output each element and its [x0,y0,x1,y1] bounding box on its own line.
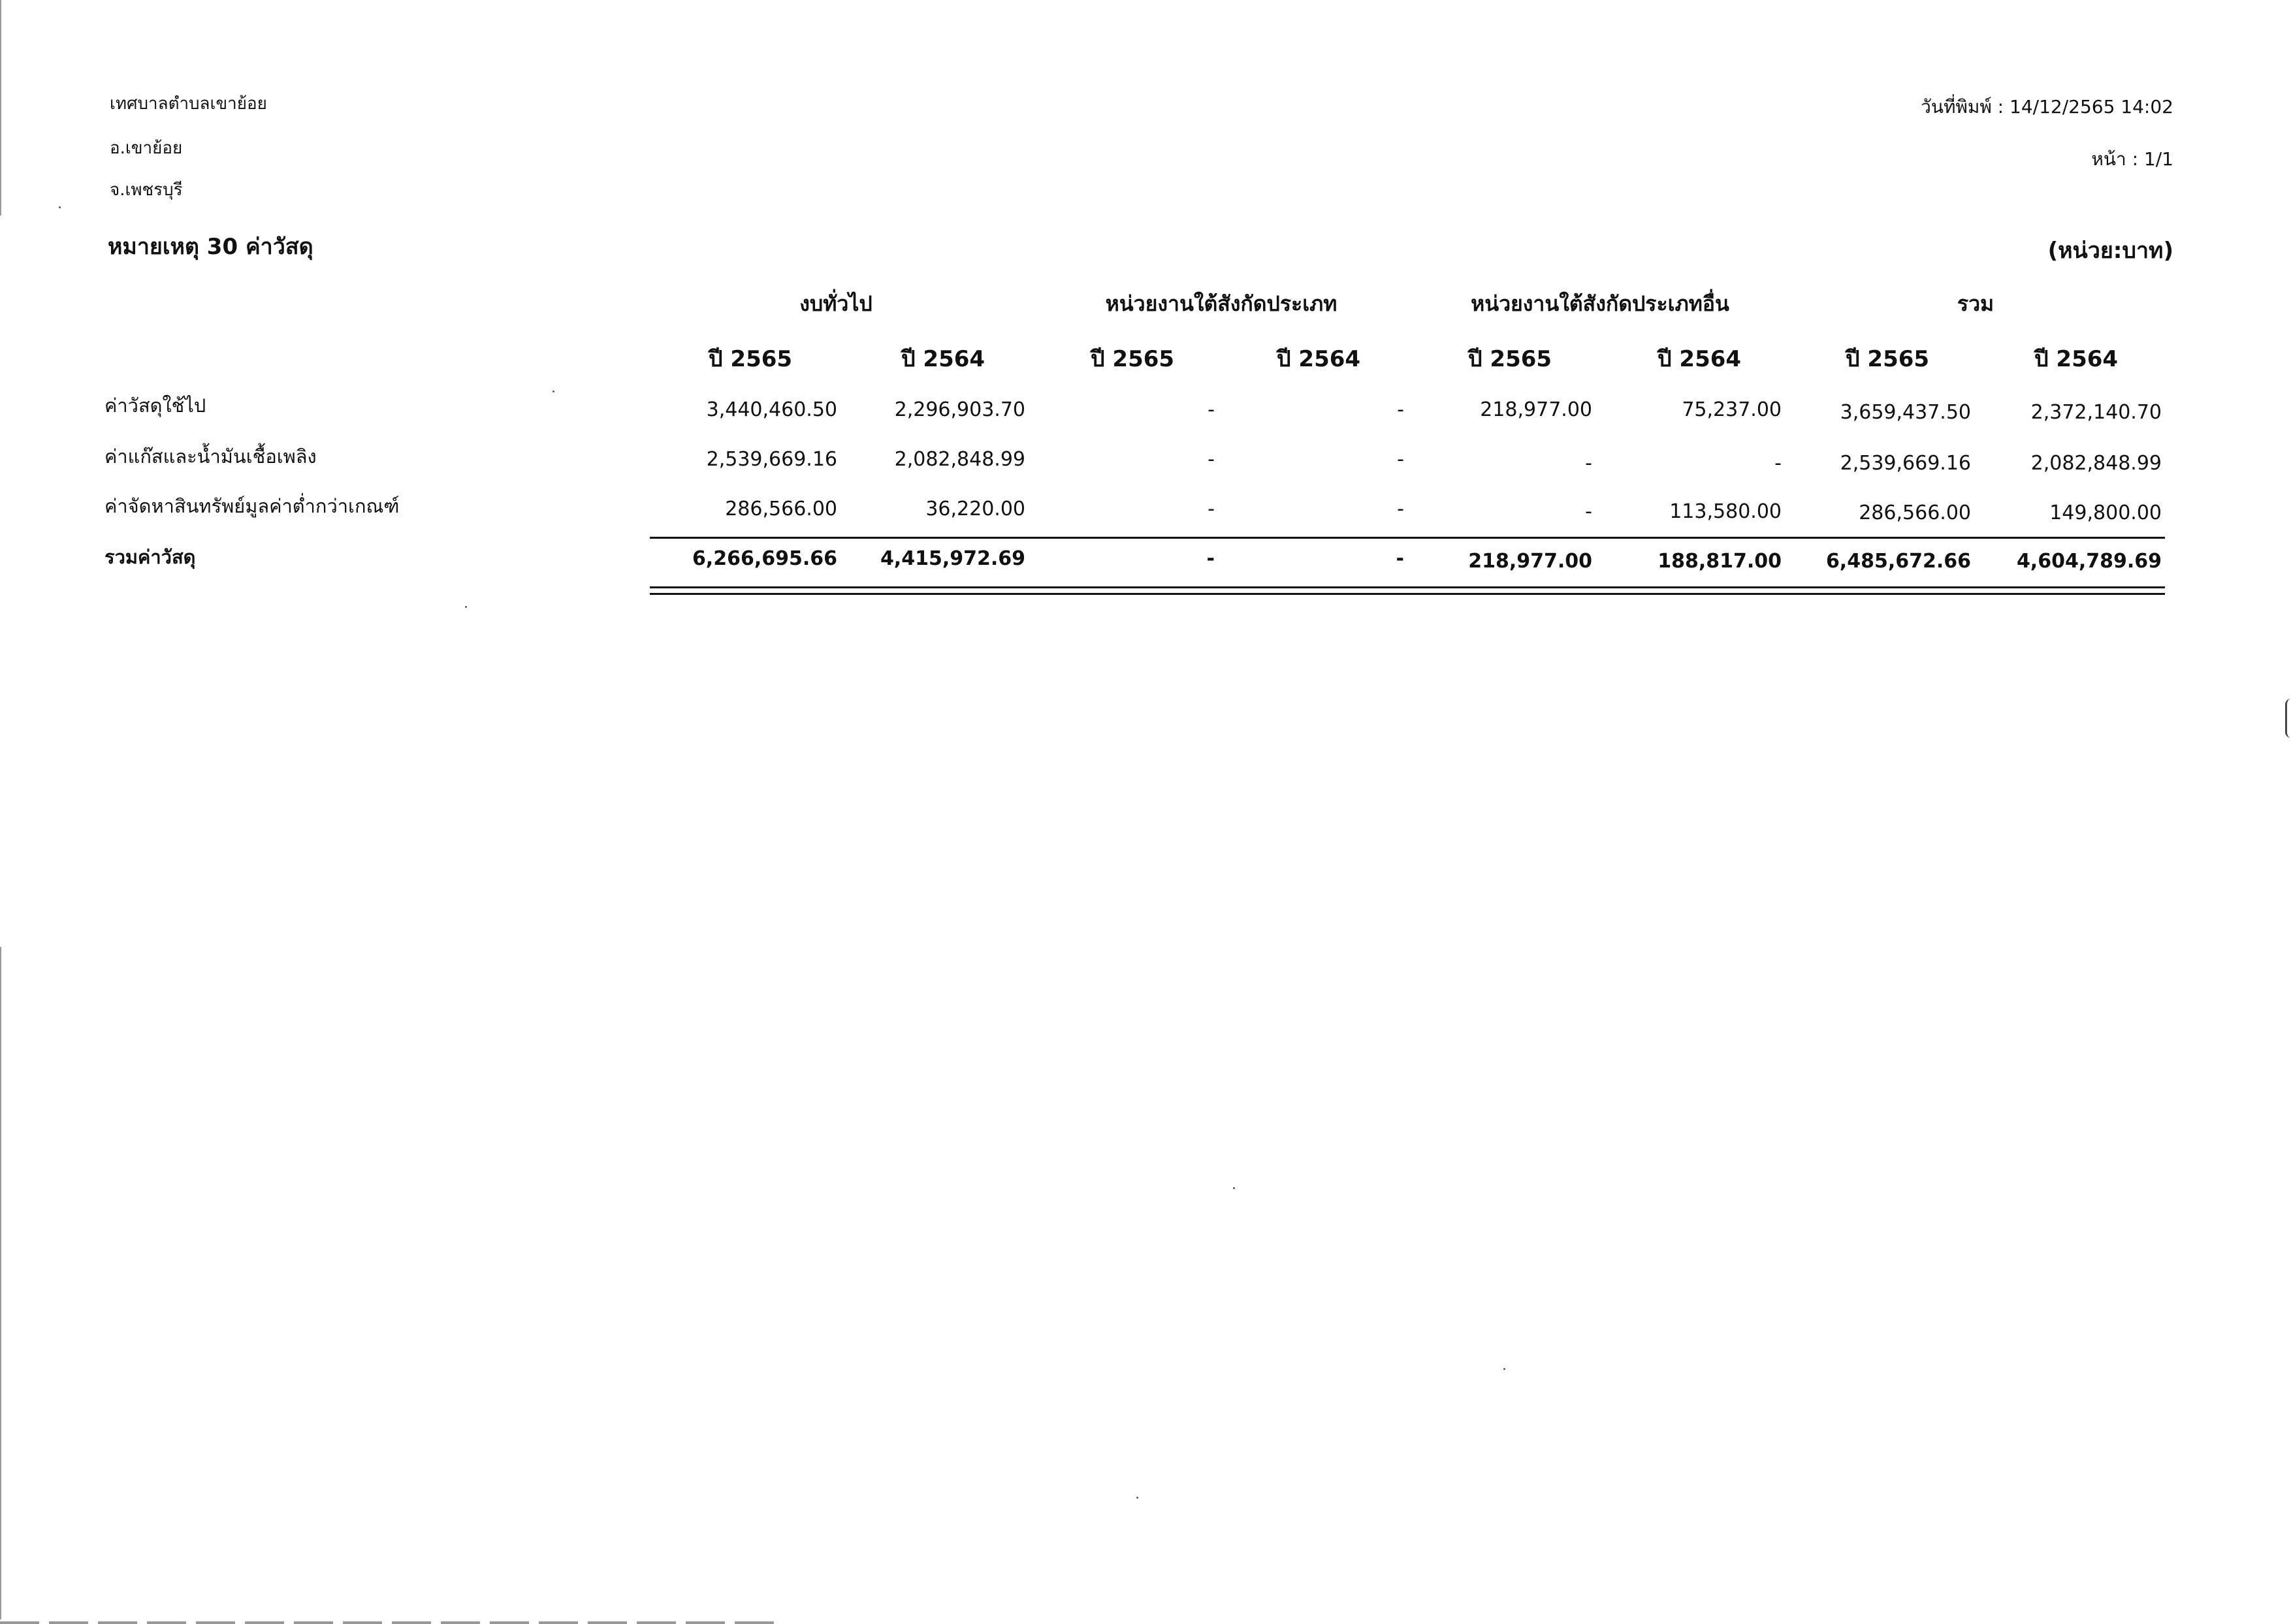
table-cell: 75,237.00 [1682,398,1782,421]
table-cell: 286,566.00 [725,498,837,520]
year-header: ปี 2564 [1658,346,1742,372]
total-cell: 6,266,695.66 [692,547,837,570]
table-cell: 3,440,460.50 [706,398,837,421]
total-cell: - [1206,547,1215,570]
table-cell: 286,566.00 [1859,502,1971,524]
table-cell: 2,372,140.70 [2030,401,2162,424]
table-cell: 2,082,848.99 [894,448,1025,471]
total-cell: 6,485,672.66 [1825,550,1971,573]
table-cell: 2,539,669.16 [706,448,837,471]
year-header: ปี 2564 [2034,346,2119,372]
table-cell: 3,659,437.50 [1840,401,1971,424]
total-cell: 4,415,972.69 [880,547,1025,570]
table-cell: 149,800.00 [2049,502,2162,524]
year-header: ปี 2565 [1091,346,1175,372]
year-header: ปี 2565 [709,346,793,372]
row-label-materials-used: ค่าวัสดุใช้ไป [104,394,206,417]
table-cell: - [1585,500,1592,523]
page-number: หน้า : 1/1 [2091,148,2173,170]
scan-speck [1503,1368,1505,1370]
district-name: อ.เขาย้อย [110,138,183,158]
total-double-rule-top [650,586,2165,588]
table-cell: 218,977.00 [1480,398,1592,421]
print-date: วันที่พิมพ์ : 14/12/2565 14:02 [1921,96,2173,118]
table-cell: - [1585,452,1592,475]
scan-margin-line [0,0,1,215]
total-cell: 188,817.00 [1658,550,1782,573]
total-cell: - [1396,547,1404,570]
scan-edge-mark [2285,699,2291,738]
year-header: ปี 2564 [901,346,985,372]
group-header-sub-unit-other: หน่วยงานใต้สังกัดประเภทอื่น [1471,291,1729,316]
unit-label: (หน่วย:บาท) [2047,238,2173,264]
table-cell: 2,539,669.16 [1840,452,1971,475]
total-cell: 218,977.00 [1468,550,1592,573]
scan-bottom-edge [0,1621,784,1624]
group-header-total: รวม [1957,291,1995,316]
total-cell: 4,604,789.69 [2016,550,2162,573]
table-cell: 2,082,848.99 [2030,452,2162,475]
scan-speck [59,206,61,208]
table-cell: - [1208,498,1215,520]
organization-name: เทศบาลตำบลเขาย้อย [110,94,267,114]
table-cell: 2,296,903.70 [894,398,1025,421]
table-cell: - [1208,448,1215,471]
scan-speck [1233,1187,1235,1189]
table-cell: 113,580.00 [1669,500,1782,523]
table-cell: - [1397,398,1404,421]
total-double-rule-bottom [650,593,2165,595]
note-title: หมายเหตุ 30 ค่าวัสดุ [108,234,313,260]
table-cell: 36,220.00 [925,498,1025,520]
table-cell: - [1397,448,1404,471]
row-label-gas-and-fuel: ค่าแก๊สและน้ำมันเชื้อเพลิง [104,445,317,468]
scan-margin-line [0,947,1,1619]
scan-speck [465,606,467,608]
row-label-total-materials: รวมค่าวัสดุ [104,546,196,568]
group-header-sub-unit-type: หน่วยงานใต้สังกัดประเภท [1105,291,1338,316]
row-label-low-value-assets: ค่าจัดหาสินทรัพย์มูลค่าต่ำกว่าเกณฑ์ [104,495,400,517]
group-header-general-budget: งบทั่วไป [799,291,873,316]
year-header: ปี 2564 [1277,346,1361,372]
year-header: ปี 2565 [1468,346,1552,372]
year-header: ปี 2565 [1846,346,1930,372]
scan-speck [553,390,554,392]
table-cell: - [1208,398,1215,421]
table-cell: - [1774,452,1782,475]
scan-speck [1136,1497,1138,1499]
province-name: จ.เพชรบุรี [110,180,183,200]
table-cell: - [1397,498,1404,520]
total-top-rule [650,537,2165,539]
